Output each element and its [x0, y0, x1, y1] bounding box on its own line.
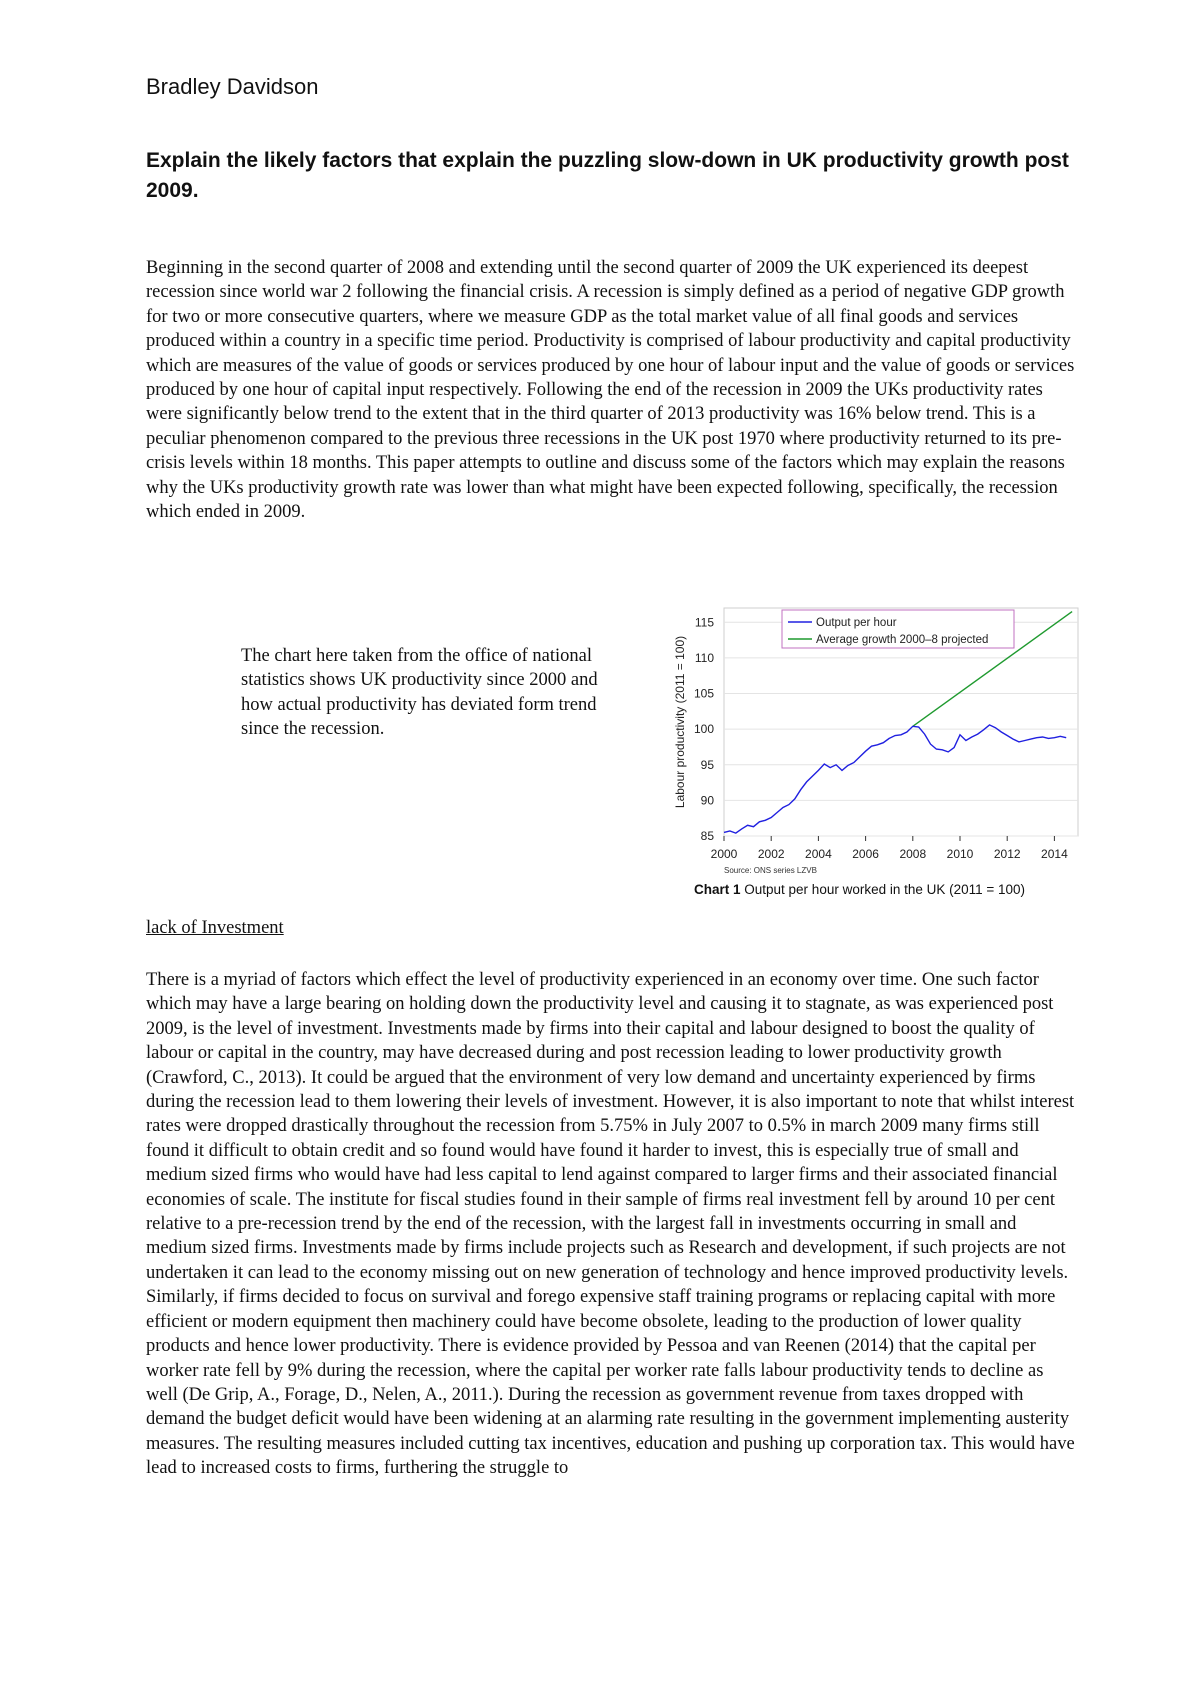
- chart-caption: [694, 882, 1025, 897]
- x-tick-label: 2006: [852, 847, 879, 861]
- y-tick-label: 110: [694, 650, 714, 665]
- y-tick-label: 100: [693, 722, 714, 737]
- legend-label: Average growth 2000–8 projected: [816, 634, 989, 646]
- x-tick-label: 2014: [1041, 847, 1068, 861]
- chart-note: The chart here taken from the office of national statistics shows UK productivity since 2000 and how actual productivity has deviated form trend since the recession.: [241, 646, 598, 740]
- x-tick-label: 2000: [710, 847, 738, 861]
- essay-title: Explain the likely factors that explain the puzzling slow-down in UK productivity growth post 2009.: [146, 149, 1069, 202]
- chart-caption-text: Output per hour worked in the UK (2011 = 100): [740, 882, 1026, 897]
- chart-caption-number: Chart 1: [694, 882, 741, 897]
- y-tick-label: 95: [700, 757, 714, 772]
- author-name: Bradley Davidson: [146, 74, 319, 99]
- y-tick-label: 85: [700, 829, 714, 843]
- body-paragraph: There is a myriad of factors which effect the level of productivity experienced in an economy over time. One such factor which may have a large bearing on holding down the productivity level and causing it to stagnate, as was experienced post 2009, is the level of investment. Investments made by firms into their capital and labour designed to boost the quality of labour or capital in the country, may have decreased during and post recession leading to lower productivity growth (Crawford, C., 2013). It could be argued that the environment of very low demand and uncertainty experienced by firms during the recession lead to them lowering their levels of investment. However, it is also important to note that whilst interest rates were dropped drastically throughout the recession from 5.75% in July 2007 to 0.5% in march 2009 many firms still found it difficult to obtain credit and so found would have found it harder to invest, this is especially true of small and medium sized firms who would have had less capital to lend against compared to larger firms and their associated financial economies of scale. The institute for fiscal studies found in their sample of firms real investment fell by around 10 per cent relative to a pre-recession trend by the end of the recession, with the largest fall in investments occurring in small and medium sized firms. Investments made by firms include projects such as Research and development, if such projects are not undertaken it can lead to the economy missing out on new generation of technology and hence improved productivity levels. Similarly, if firms decided to focus on survival and forego expensive staff training programs or replacing capital with more efficient or modern equipment then machinery could have become obsolete, leading to the production of lower quality products and hence lower productivity. There is evidence provided by Pessoa and van Reenen (2014) that the capital per worker rate fell by 9% during the recession, where the capital per worker rate falls labour productivity tends to decline as well (De Grip, A., Forage, D., Nelen, A., 2011.). During the recession as government revenue from taxes dropped with demand the budget deficit would have been widening at an alarming rate resulting in the government implementing austerity measures. The resulting measures included cutting tax incentives, education and pushing up corporation tax. This would have lead to increased costs to firms, furthering the struggle to: [146, 970, 1075, 1479]
- legend-label: Output per hour: [816, 617, 897, 629]
- y-tick-label: 105: [693, 686, 714, 701]
- x-tick-label: 2004: [805, 847, 832, 861]
- intro-paragraph: Beginning in the second quarter of 2008 and extending until the second quarter of 2009 the UK experienced its deepest recession since world war 2 following the financial crisis. A recession is simply defined as a period of negative GDP growth for two or more consecutive quarters, where we measure GDP as the total market value of all final goods and services produced within a country in a specific time period. Productivity is comprised of labour productivity and capital productivity which are measures of the value of goods or services produced by one hour of labour input and the value of goods or services produced by one hour of capital input respectively. Following the end of the recession in 2009 the UKs productivity rates were significantly below trend to the extent that in the third quarter of 2013 productivity was 16% below trend. This is a peculiar phenomenon compared to the previous three recessions in the UK post 1970 where productivity returned to its pre-crisis levels within 18 months. This paper attempts to outline and discuss some of the factors which may explain the reasons why the UKs productivity growth rate was lower than what might have been expected following, specifically, the recession which ended in 2009.: [146, 258, 1075, 523]
- chart-svg: [666, 600, 1086, 920]
- chart-source: Source: ONS series LZVB: [724, 866, 817, 875]
- x-tick-label: 2010: [946, 847, 974, 861]
- y-axis-label: Labour productivity (2011 = 100): [673, 635, 687, 809]
- section-heading: lack of Investment: [146, 918, 284, 938]
- productivity-chart: [666, 600, 1086, 920]
- x-tick-label: 2002: [757, 847, 785, 861]
- y-tick-label: 115: [694, 615, 714, 630]
- x-tick-label: 2012: [993, 847, 1021, 861]
- y-tick-label: 90: [700, 793, 714, 808]
- x-tick-label: 2008: [899, 847, 927, 861]
